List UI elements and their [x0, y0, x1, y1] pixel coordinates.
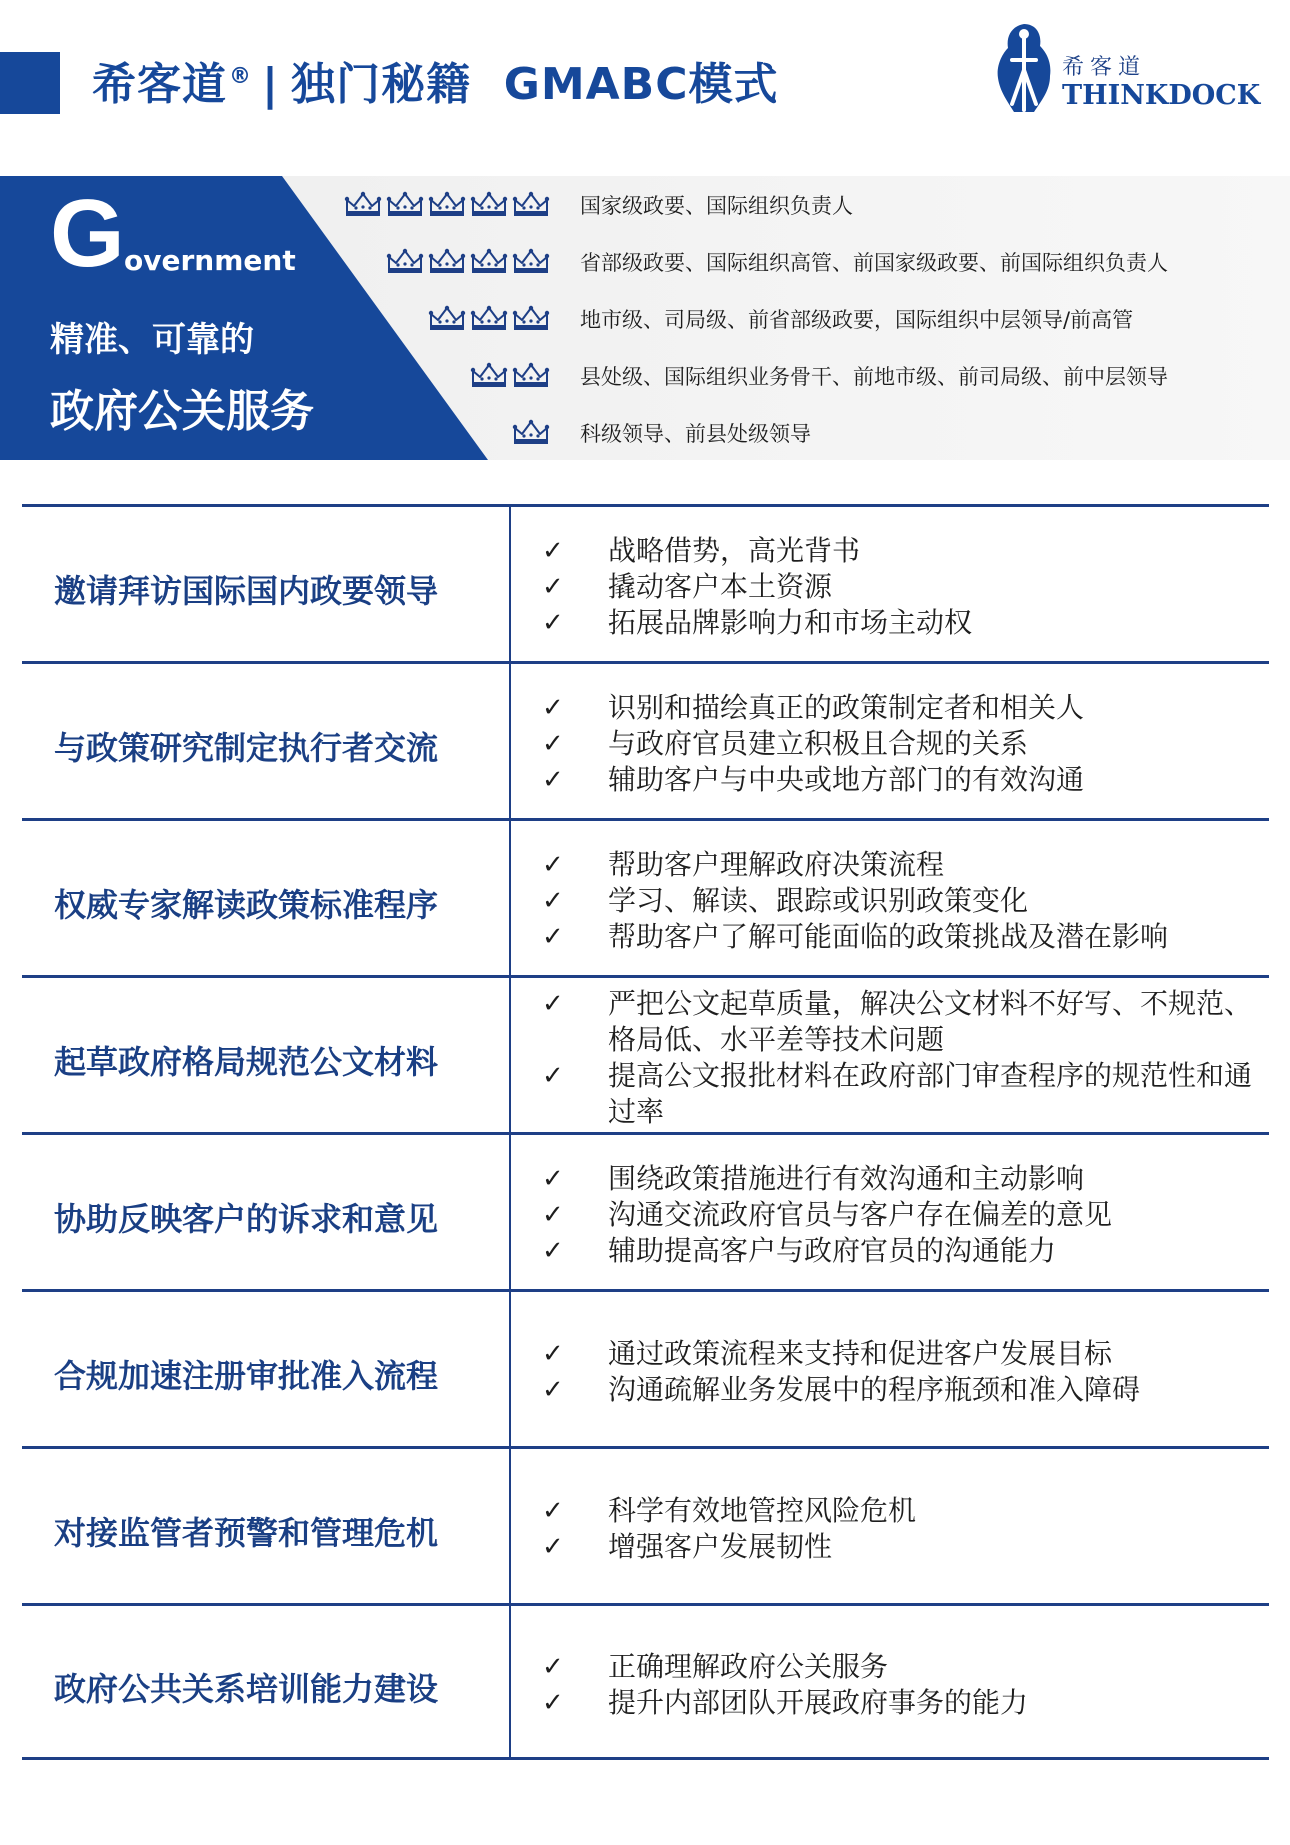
service-points: [522, 1292, 1261, 1446]
crown-icon: [428, 304, 466, 332]
official-level-text: 地市级、司局级、前省部级政要，国际组织中层领导/前高管: [580, 308, 1134, 332]
service-points: [522, 1449, 1261, 1603]
crown-icon: [470, 304, 508, 332]
official-level-row: [0, 414, 1290, 454]
service-point-text: 沟通交流政府官员与客户存在偏差的意见: [608, 1198, 1113, 1231]
column-divider: [509, 978, 511, 1132]
checkmark-icon: ✓: [542, 536, 564, 566]
crown-icon: [512, 418, 550, 446]
service-point: [522, 569, 1261, 605]
service-point: [522, 690, 1261, 726]
checkmark-icon: ✓: [542, 729, 564, 759]
service-point: [522, 986, 1261, 1058]
checkmark-icon: ✓: [542, 1687, 564, 1718]
official-level-row: [0, 300, 1290, 340]
service-point: [522, 883, 1261, 919]
service-point-text: 辅助提高客户与政府官员的沟通能力: [608, 1234, 1057, 1267]
thinkdock-logo: [990, 20, 1260, 120]
service-point-text: 辅助客户与中央或地方部门的有效沟通: [608, 763, 1085, 796]
column-divider: [509, 1449, 511, 1603]
service-table: [22, 504, 1269, 1760]
column-divider: [509, 1135, 511, 1289]
header-accent-block: [0, 52, 60, 114]
crown-icon: [512, 361, 550, 389]
crown-icon: [470, 190, 508, 218]
crown-rating: [386, 247, 550, 279]
crown-icon: [470, 247, 508, 275]
service-point: [522, 1233, 1261, 1269]
government-initial: G: [50, 180, 125, 287]
service-point: [522, 919, 1261, 955]
checkmark-icon: ✓: [542, 1651, 564, 1682]
service-label: 协助反映客户的诉求和意见: [54, 1200, 439, 1238]
logo-chinese-text: 希客道: [1062, 55, 1147, 80]
column-divider: [509, 1292, 511, 1446]
service-point-text: 战略借势，高光背书: [608, 534, 861, 567]
government-word-rest: overnment: [124, 244, 296, 277]
official-level-row: [0, 243, 1290, 283]
service-point: [522, 762, 1261, 798]
service-point: [522, 1649, 1261, 1685]
logo-figure-icon: [990, 20, 1060, 120]
column-divider: [509, 507, 511, 661]
checkmark-icon: ✓: [542, 765, 564, 795]
crown-icon: [470, 361, 508, 389]
service-points: [522, 1135, 1261, 1289]
service-point-text: 严把公文起草质量，解决公文材料不好写、不规范、格局低、水平差等技术问题: [608, 987, 1253, 1056]
service-row: [22, 978, 1269, 1135]
checkmark-icon: ✓: [542, 1532, 564, 1562]
service-point: [522, 533, 1261, 569]
column-divider: [509, 1606, 511, 1757]
service-point-text: 围绕政策措施进行有效沟通和主动影响: [608, 1162, 1085, 1195]
official-level-row: [0, 186, 1290, 226]
service-points: [522, 978, 1261, 1132]
service-points: [522, 821, 1261, 975]
checkmark-icon: ✓: [542, 850, 564, 880]
crown-rating: [512, 418, 550, 450]
checkmark-icon: ✓: [542, 1236, 564, 1266]
service-point: [522, 847, 1261, 883]
service-point-text: 通过政策流程来支持和促进客户发展目标: [608, 1337, 1113, 1370]
column-divider: [509, 664, 511, 818]
crown-icon: [428, 247, 466, 275]
service-point-text: 增强客户发展韧性: [608, 1530, 833, 1563]
service-point-text: 帮助客户理解政府决策流程: [608, 848, 945, 881]
service-row: [22, 1449, 1269, 1606]
registered-mark: ®: [229, 64, 252, 90]
checkmark-icon: ✓: [542, 693, 564, 723]
service-point-text: 帮助客户了解可能面临的政策挑战及潜在影响: [608, 920, 1169, 953]
service-label: 邀请拜访国际国内政要领导: [54, 572, 439, 610]
service-row: [22, 821, 1269, 978]
checkmark-icon: ✓: [542, 608, 564, 638]
service-row: [22, 664, 1269, 821]
government-subtitle-line-1: 精准、可靠的: [50, 320, 254, 360]
crown-rating: [428, 304, 550, 336]
service-points: [522, 664, 1261, 818]
service-point-text: 拓展品牌影响力和市场主动权: [608, 606, 973, 639]
checkmark-icon: ✓: [542, 1375, 564, 1405]
service-label: 政府公共关系培训能力建设: [54, 1669, 439, 1708]
service-point: [522, 726, 1261, 762]
service-point-text: 正确理解政府公关服务: [608, 1649, 889, 1683]
service-point: [522, 1336, 1261, 1372]
service-points: [522, 507, 1261, 661]
service-point-text: 与政府官员建立积极且合规的关系: [608, 727, 1029, 760]
service-row: [22, 1292, 1269, 1449]
service-row: [22, 1606, 1269, 1760]
service-label: 与政策研究制定执行者交流: [54, 729, 439, 767]
checkmark-icon: ✓: [542, 572, 564, 602]
service-point: [522, 1685, 1261, 1721]
crown-icon: [386, 247, 424, 275]
service-point-text: 科学有效地管控风险危机: [608, 1494, 917, 1527]
service-row: [22, 507, 1269, 664]
crown-rating: [470, 361, 550, 393]
service-point-text: 提升内部团队开展政府事务的能力: [608, 1685, 1029, 1719]
checkmark-icon: ✓: [542, 922, 564, 952]
government-subtitle-line-2: 政府公关服务: [50, 386, 314, 437]
checkmark-icon: ✓: [542, 886, 564, 916]
service-point-text: 沟通疏解业务发展中的程序瓶颈和准入障碍: [608, 1373, 1141, 1406]
crown-rating: [344, 190, 550, 222]
title-text: 独门秘籍 GMABC模式: [291, 59, 779, 110]
service-point: [522, 1197, 1261, 1233]
service-label: 合规加速注册审批准入流程: [54, 1357, 439, 1395]
service-point: [522, 1058, 1261, 1130]
service-label: 起草政府格局规范公文材料: [54, 1043, 439, 1081]
official-level-text: 省部级政要、国际组织高管、前国家级政要、前国际组织负责人: [580, 251, 1168, 275]
service-point-text: 撬动客户本土资源: [608, 570, 833, 603]
service-point: [522, 1529, 1261, 1565]
official-level-text: 县处级、国际组织业务骨干、前地市级、前司局级、前中层领导: [580, 365, 1168, 389]
logo-english-text: THINKDOCK: [1062, 80, 1261, 111]
checkmark-icon: ✓: [542, 1061, 564, 1091]
service-label: 对接监管者预警和管理危机: [54, 1514, 439, 1552]
brand-name: 希客道: [92, 59, 227, 110]
column-divider: [509, 821, 511, 975]
official-level-text: 国家级政要、国际组织负责人: [580, 194, 853, 218]
crown-icon: [386, 190, 424, 218]
title-separator: |: [262, 59, 280, 110]
service-row: [22, 1135, 1269, 1292]
service-points: [522, 1606, 1261, 1757]
checkmark-icon: ✓: [542, 1339, 564, 1369]
checkmark-icon: ✓: [542, 1164, 564, 1194]
service-point: [522, 1372, 1261, 1408]
crown-icon: [512, 190, 550, 218]
crown-icon: [428, 190, 466, 218]
service-point: [522, 1161, 1261, 1197]
official-level-row: [0, 357, 1290, 397]
service-point: [522, 1493, 1261, 1529]
page-title: [92, 56, 779, 114]
checkmark-icon: ✓: [542, 1496, 564, 1526]
checkmark-icon: ✓: [542, 989, 564, 1019]
service-point-text: 学习、解读、跟踪或识别政策变化: [608, 884, 1029, 917]
checkmark-icon: ✓: [542, 1200, 564, 1230]
service-point: [522, 605, 1261, 641]
crown-icon: [512, 304, 550, 332]
crown-icon: [344, 190, 382, 218]
service-point-text: 提高公文报批材料在政府部门审查程序的规范性和通过率: [608, 1059, 1253, 1128]
crown-icon: [512, 247, 550, 275]
official-level-text: 科级领导、前县处级领导: [580, 422, 811, 446]
service-label: 权威专家解读政策标准程序: [54, 886, 439, 924]
service-point-text: 识别和描绘真正的政策制定者和相关人: [608, 691, 1085, 724]
